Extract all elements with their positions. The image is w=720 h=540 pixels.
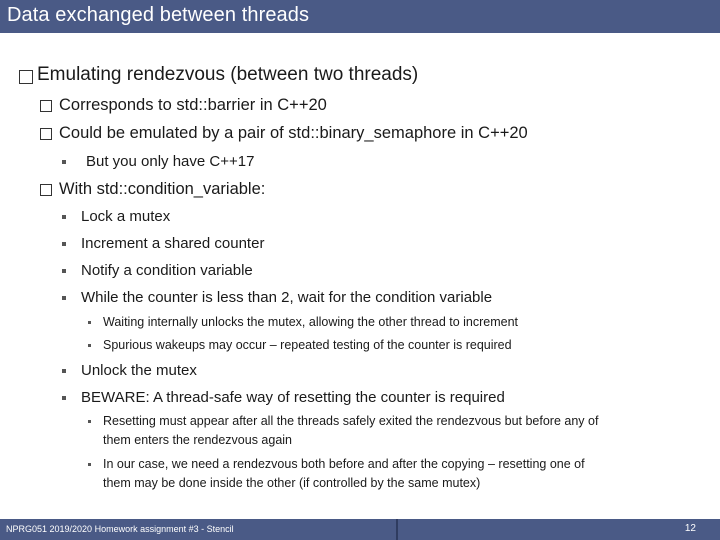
bullet-box-icon xyxy=(19,70,33,84)
bullet-text: But you only have C++17 xyxy=(86,153,255,170)
bullet-square-icon xyxy=(62,215,66,219)
bullet-text: With std::condition_variable: xyxy=(59,180,266,198)
bullet-square-icon xyxy=(62,369,66,373)
bullet-text: Corresponds to std::barrier in C++20 xyxy=(59,96,327,114)
bullet-square-icon xyxy=(62,396,66,400)
footer-course-text: NPRG051 2019/2020 Homework assignment #3 - Stencil xyxy=(6,524,234,534)
bullet-text: Unlock the mutex xyxy=(81,362,197,379)
footer-right xyxy=(398,519,720,540)
bullet-text: While the counter is less than 2, wait for the condition variable xyxy=(81,289,493,306)
bullet-square-icon xyxy=(88,420,91,423)
bullet-text: Spurious wakeups may occur – repeated testing of the counter is required xyxy=(103,338,512,352)
bullet-text: Waiting internally unlocks the mutex, allowing the other thread to increment xyxy=(103,315,519,329)
bullet-square-icon xyxy=(88,344,91,347)
bullet-text-continuation: them enters the rendezvous again xyxy=(103,433,293,447)
bullet-box-icon xyxy=(40,128,52,140)
page-number: 12 xyxy=(684,523,696,534)
bullet-square-icon xyxy=(88,463,91,466)
bullet-square-icon xyxy=(62,269,66,273)
bullet-text-continuation: them may be done inside the other (if controlled by the same mutex) xyxy=(103,476,481,490)
bullet-text: BEWARE: A thread-safe way of resetting the counter is required xyxy=(81,389,505,406)
bullet-text: Could be emulated by a pair of std::binary_semaphore in C++20 xyxy=(59,124,528,142)
bullet-box-icon xyxy=(40,184,52,196)
bullet-text: Increment a shared counter xyxy=(81,235,265,252)
bullet-box-icon xyxy=(40,100,52,112)
slide-title: Data exchanged between threads xyxy=(7,4,310,26)
footer-left xyxy=(0,519,398,540)
bullet-square-icon xyxy=(88,321,91,324)
bullet-text: Resetting must appear after all the threads safely exited the rendezvous but before any of xyxy=(103,414,599,428)
bullet-square-icon xyxy=(62,242,66,246)
bullet-text: Lock a mutex xyxy=(81,208,171,225)
bullet-square-icon xyxy=(62,296,66,300)
bullet-text: Emulating rendezvous (between two threads) xyxy=(37,64,419,85)
slide-footer xyxy=(0,519,720,540)
slide-title-bar xyxy=(0,0,720,33)
bullet-text: In our case, we need a rendezvous both before and after the copying – resetting one of xyxy=(103,457,585,471)
bullet-text: Notify a condition variable xyxy=(81,262,253,279)
bullet-square-icon xyxy=(62,160,66,164)
